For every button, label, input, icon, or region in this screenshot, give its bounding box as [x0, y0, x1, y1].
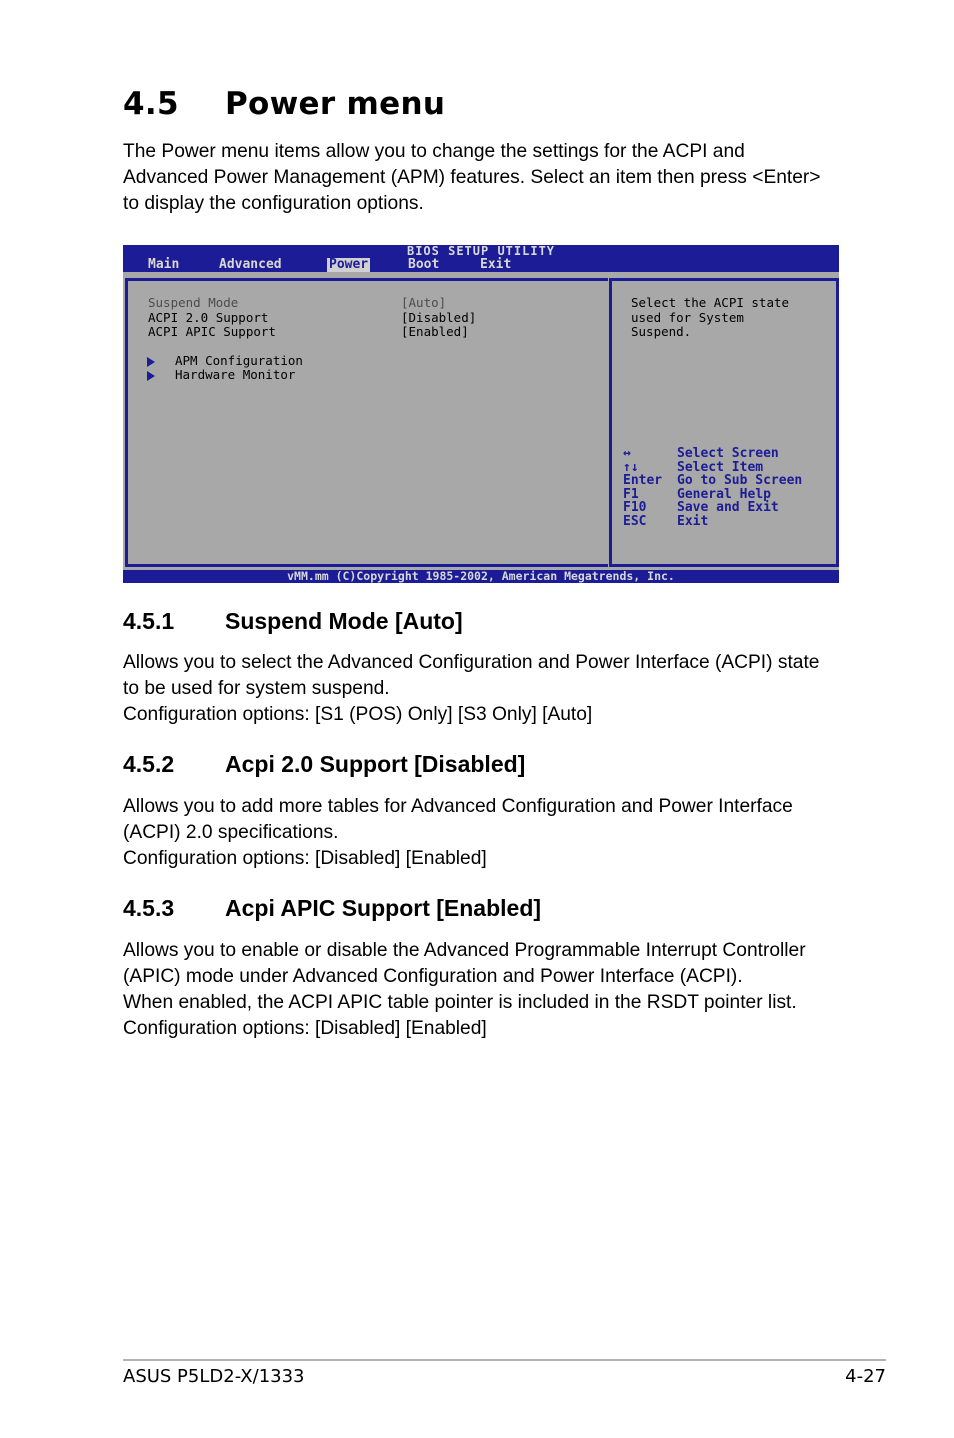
key-desc: Select Item [677, 460, 764, 475]
bios-help-text: used for System [631, 310, 744, 325]
key-desc: General Help [677, 487, 771, 502]
key-desc: Select Screen [677, 446, 779, 461]
bios-item-acpi20[interactable]: ACPI 2.0 Support [148, 310, 269, 325]
key-f10: F10 [623, 500, 647, 515]
footer-product-name: ASUS P5LD2-X/1333 [123, 1366, 305, 1387]
body-line: Configuration options: [Disabled] [Enabled] [123, 1018, 487, 1039]
intro-line: The Power menu items allow you to change the settings for the ACPI and [123, 141, 745, 162]
subsection-body [123, 938, 843, 1042]
key-desc: Go to Sub Screen [677, 473, 803, 488]
bios-value-suspend-mode[interactable]: [Auto] [401, 295, 447, 310]
tab-boot[interactable]: Boot [408, 257, 440, 272]
subsection-heading [123, 608, 463, 635]
body-line: Allows you to select the Advanced Configuration and Power Interface (ACPI) state [123, 652, 820, 673]
subsection-title: Acpi APIC Support [Enabled] [225, 895, 542, 921]
subsection-title: Suspend Mode [Auto] [225, 608, 463, 634]
body-line: Allows you to enable or disable the Advanced Programmable Interrupt Controller [123, 940, 806, 961]
bios-copyright: vMM.mm (C)Copyright 1985-2002, American Megatrends, Inc. [287, 569, 675, 583]
body-line: Configuration options: [Disabled] [Enabled] [123, 848, 487, 869]
bios-submenu-apm[interactable]: APM Configuration [175, 353, 303, 368]
key-f1: F1 [623, 487, 639, 502]
subsection-heading [123, 895, 541, 922]
subsection-heading [123, 751, 525, 778]
submenu-arrow-icon [147, 371, 155, 381]
bios-value-acpi20[interactable]: [Disabled] [401, 310, 477, 325]
tab-main[interactable]: Main [148, 257, 180, 272]
section-title: Power menu [225, 86, 446, 122]
page-title [123, 86, 445, 122]
subsection-number: 4.5.3 [123, 895, 175, 921]
key-arrows-lr: ↔ [623, 446, 631, 461]
body-line: to be used for system suspend. [123, 678, 390, 699]
tab-power[interactable]: Power [329, 257, 369, 272]
body-line: Configuration options: [S1 (POS) Only] [S3 Only] [Auto] [123, 704, 593, 725]
intro-line: to display the configuration options. [123, 193, 424, 214]
body-line: When enabled, the ACPI APIC table pointer is included in the RSDT pointer list. [123, 992, 797, 1013]
footer-divider [123, 1359, 886, 1361]
tab-exit[interactable]: Exit [480, 257, 512, 272]
bios-submenu-hardware-monitor[interactable]: Hardware Monitor [175, 367, 296, 382]
bios-title: BIOS SETUP UTILITY [406, 244, 556, 258]
tab-advanced[interactable]: Advanced [219, 257, 282, 272]
bios-item-suspend-mode[interactable]: Suspend Mode [148, 295, 239, 310]
bios-item-acpi-apic[interactable]: ACPI APIC Support [148, 324, 276, 339]
subsection-number: 4.5.2 [123, 751, 175, 777]
subsection-number: 4.5.1 [123, 608, 175, 634]
intro-paragraph [123, 139, 843, 217]
bios-help-text: Select the ACPI state [631, 295, 790, 310]
section-number: 4.5 [123, 86, 179, 122]
subsection-body [123, 794, 843, 872]
key-enter: Enter [623, 473, 663, 488]
subsection-body [123, 650, 843, 728]
bios-value-acpi-apic[interactable]: [Enabled] [401, 324, 469, 339]
key-desc: Save and Exit [677, 500, 779, 515]
body-line: Allows you to add more tables for Advanced Configuration and Power Interface [123, 796, 793, 817]
subsection-title: Acpi 2.0 Support [Disabled] [225, 751, 526, 777]
bios-screenshot [123, 245, 839, 583]
submenu-arrow-icon [147, 357, 155, 367]
footer-page-number: 4-27 [845, 1366, 886, 1387]
key-desc: Exit [677, 514, 709, 529]
intro-line: Advanced Power Management (APM) features. Select an item then press <Enter> [123, 167, 821, 188]
body-line: (APIC) mode under Advanced Configuration and Power Interface (ACPI). [123, 966, 743, 987]
bios-help-text: Suspend. [631, 324, 692, 339]
key-esc: ESC [623, 514, 647, 529]
body-line: (ACPI) 2.0 specifications. [123, 822, 339, 843]
key-arrows-ud: ↑↓ [623, 460, 639, 475]
